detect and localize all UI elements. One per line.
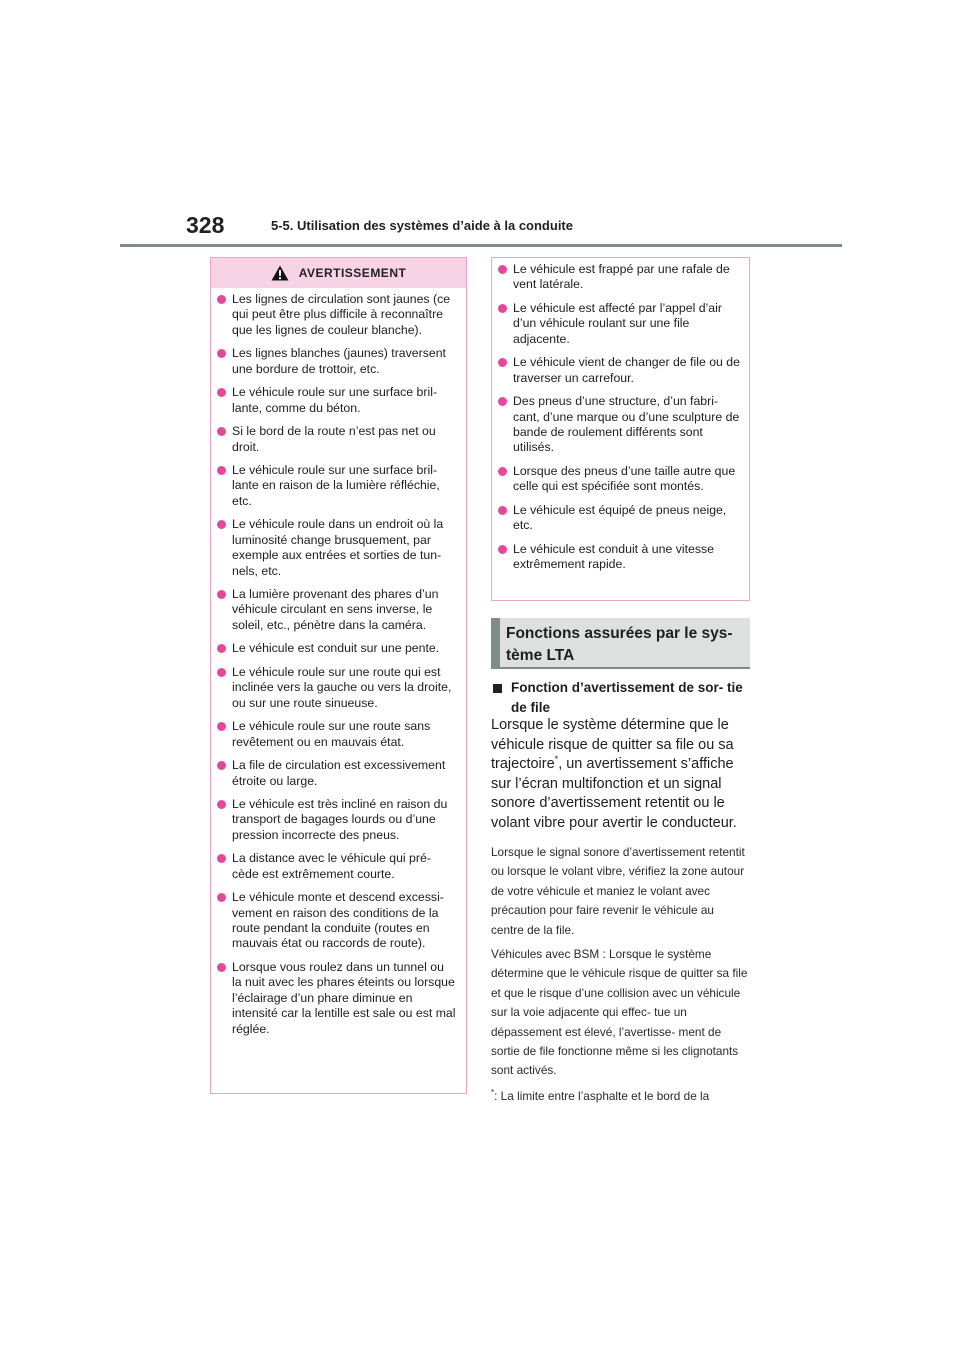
warning-item bbox=[498, 301, 741, 347]
warning-item bbox=[217, 719, 456, 750]
warning-header bbox=[211, 258, 466, 288]
warning-list bbox=[211, 288, 466, 1037]
warning-item bbox=[217, 797, 456, 843]
warning-item bbox=[498, 394, 741, 456]
intro-text-end: , un avertissement s’affiche sur l’écran multifonction et un signal sonore d’avertissement retentit ou le volant vibre pour avertir le conducteur. bbox=[491, 756, 737, 831]
bullet-icon bbox=[217, 854, 226, 863]
paragraph: Lorsque le signal sonore d’avertissement retentit ou lorsque le volant vibre, vérifiez la zone autour de votre véhicule et maniez le volant avec précaution pour faire revenir le véhicule au centre de la file. bbox=[491, 845, 745, 937]
bullet-icon bbox=[498, 265, 507, 274]
warning-item bbox=[217, 292, 456, 338]
bullet-icon bbox=[217, 644, 226, 653]
warning-item-text: Les lignes de circulation sont jaunes (ce qui peut être plus difficile à reconnaître que les lignes de couleur blanche). bbox=[232, 292, 451, 337]
warning-continued-box bbox=[491, 257, 750, 601]
warning-item bbox=[217, 346, 456, 377]
warning-item-text: Le véhicule roule sur une route qui est inclinée vers la gauche ou vers la droite, ou sur une route sinueuse. bbox=[232, 664, 452, 710]
warning-item bbox=[217, 517, 456, 579]
bullet-icon bbox=[498, 506, 507, 515]
warning-item bbox=[217, 665, 456, 711]
page-number: 328 bbox=[186, 212, 225, 238]
warning-item-text: Des pneus d’une structure, d’un fabri- cant, d’une marque ou d’une sculpture de bande de roulement différents sont utilisés. bbox=[513, 394, 740, 455]
warning-item bbox=[217, 424, 456, 455]
intro-paragraph bbox=[491, 716, 750, 833]
warning-item-text: La lumière provenant des phares d’un véhicule circulant en sens inverse, le soleil, etc., pénètre dans la caméra. bbox=[232, 587, 439, 632]
warning-item-text: Le véhicule roule sur une surface bril- lante en raison de la lumière réfléchie, etc. bbox=[232, 463, 440, 508]
bullet-icon bbox=[217, 893, 226, 902]
warning-item bbox=[498, 262, 741, 293]
section-header: 5-5. Utilisation des systèmes d’aide à la conduite bbox=[271, 218, 573, 233]
warning-item-text: Lorsque des pneus d’une taille autre que celle qui est spécifiée sont montés. bbox=[513, 463, 736, 494]
warning-item-text: Les lignes blanches (jaunes) traversent une bordure de trottoir, etc. bbox=[232, 346, 446, 376]
warning-item bbox=[217, 463, 456, 509]
warning-item bbox=[498, 464, 741, 495]
bullet-icon bbox=[217, 427, 226, 436]
footnote-reference: * bbox=[554, 754, 559, 765]
bullet-icon bbox=[217, 295, 226, 304]
warning-item-text: Le véhicule est équipé de pneus neige, etc. bbox=[513, 502, 727, 533]
bullet-icon bbox=[217, 761, 226, 770]
warning-item bbox=[217, 385, 456, 416]
warning-item bbox=[217, 758, 456, 789]
warning-item-text: Le véhicule est conduit sur une pente. bbox=[232, 641, 440, 656]
bullet-icon bbox=[217, 668, 226, 677]
paragraph: Véhicules avec BSM : Lorsque le système détermine que le véhicule risque de quitter sa file et que le risque d’une collision avec un véhicule sur la voie adjacente qui effec- tue un dépassement est élevé, l’avertisse- ment de sortie de file fonctionne même si les clignotants sont activés. bbox=[491, 947, 748, 1078]
warning-title: AVERTISSEMENT bbox=[298, 266, 407, 280]
bullet-icon bbox=[217, 590, 226, 599]
warning-item-text: Le véhicule monte et descend excessi- vement en raison des conditions de la route pendant la conduite (routes en mauvais état ou raccords de route). bbox=[232, 890, 444, 951]
warning-box bbox=[210, 257, 467, 1094]
bullet-icon bbox=[498, 545, 507, 554]
warning-item-text: Le véhicule roule sur une surface bril- lante, comme du béton. bbox=[232, 385, 438, 415]
warning-triangle-icon bbox=[271, 265, 289, 281]
bullet-icon bbox=[498, 397, 507, 406]
warning-item-text: Le véhicule roule dans un endroit où la luminosité change brusquement, par exemple aux entrées et sorties de tun- nels, etc. bbox=[232, 517, 444, 578]
warning-item-text: Le véhicule roule sur une route sans revêtement ou en mauvais état. bbox=[232, 719, 431, 749]
section-heading: Fonctions assurées par le sys- tème LTA bbox=[491, 618, 750, 669]
warning-item-text: La file de circulation est excessivement étroite ou large. bbox=[232, 758, 446, 788]
footnote bbox=[491, 1087, 750, 1105]
subheading-row bbox=[491, 678, 750, 718]
warning-item-text: Le véhicule est conduit à une vitesse extrêmement rapide. bbox=[513, 541, 714, 572]
bullet-icon bbox=[217, 388, 226, 397]
warning-item bbox=[217, 851, 456, 882]
warning-item bbox=[217, 960, 456, 1037]
warning-item-text: Si le bord de la route n’est pas net ou droit. bbox=[232, 424, 436, 454]
warning-item-text: Le véhicule est frappé par une rafale de vent latérale. bbox=[513, 262, 730, 292]
bullet-icon bbox=[217, 466, 226, 475]
warning-item bbox=[498, 355, 741, 386]
subheading: Fonction d’avertissement de sor- tie de file bbox=[511, 680, 743, 715]
footnote-mark: * bbox=[491, 1088, 495, 1098]
warning-item bbox=[498, 503, 741, 534]
warning-item-text: Le véhicule vient de changer de file ou de traverser un carrefour. bbox=[513, 355, 740, 385]
warning-item bbox=[217, 890, 456, 952]
bullet-icon bbox=[498, 467, 507, 476]
footnote-text: : La limite entre l’asphalte et le bord de la bbox=[494, 1089, 710, 1103]
warning-item bbox=[217, 587, 456, 633]
bullet-icon bbox=[217, 963, 226, 972]
bullet-icon bbox=[217, 800, 226, 809]
warning-item bbox=[498, 542, 741, 573]
warning-item-text: Lorsque vous roulez dans un tunnel ou la nuit avec les phares éteints ou lorsque l’éclairage d’un phare diminue en intensité car la lentille est sale ou est mal réglée. bbox=[232, 959, 456, 1036]
warning-item-text: Le véhicule est affecté par l’appel d’air d’un véhicule roulant sur une file adjacente. bbox=[513, 300, 722, 346]
bullet-icon bbox=[498, 358, 507, 367]
warning-item bbox=[217, 641, 456, 656]
bullet-icon bbox=[498, 304, 507, 313]
header-divider bbox=[120, 244, 842, 247]
bullet-icon bbox=[217, 722, 226, 731]
bullet-icon bbox=[217, 349, 226, 358]
bullet-icon bbox=[217, 520, 226, 529]
warning-item-text: La distance avec le véhicule qui pré- cède est extrêmement courte. bbox=[232, 851, 431, 881]
warning-item-text: Le véhicule est très incliné en raison du transport de bagages lourds ou d’une pression incorrecte des pneus. bbox=[232, 797, 448, 842]
intro-text-start: Lorsque le système détermine que le véhicule risque de quitter sa file ou sa trajectoire bbox=[491, 717, 734, 772]
square-bullet-icon bbox=[493, 684, 502, 693]
